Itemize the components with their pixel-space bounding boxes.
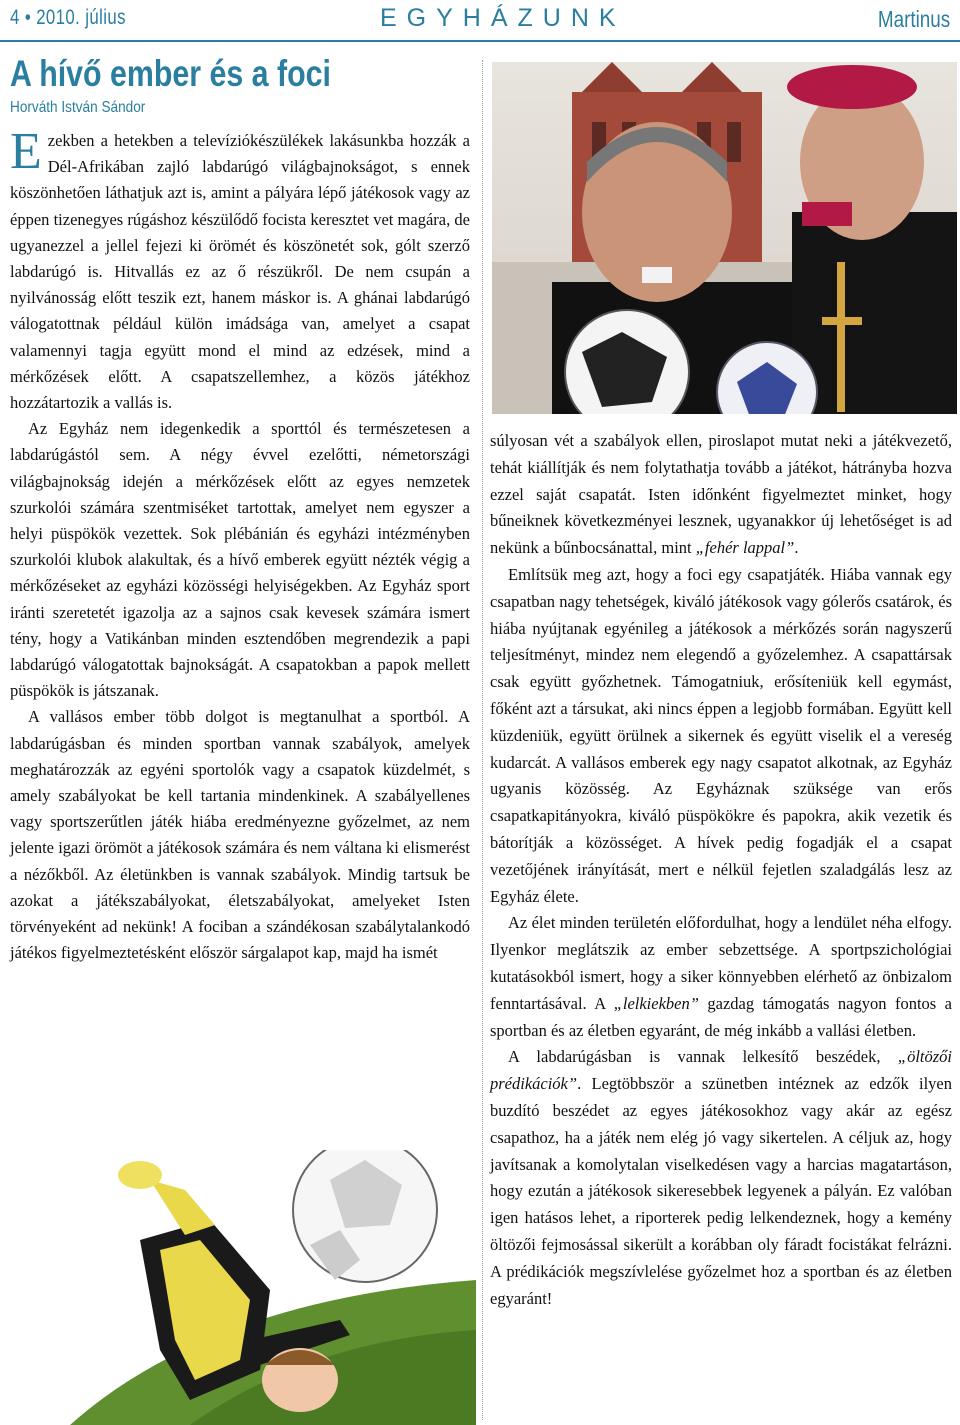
paragraph-text: A labdarúgásban is vannak lelkesítő beszédek, — [508, 1047, 898, 1067]
article-title: A hívő ember és a foci — [10, 53, 331, 94]
paragraph-text: Az élet minden területén előfordulhat, hogy a lendület néha elfogy. Ilyenkor meglátszik az ember sebzettsége. A sportpszichológiai kutatásokból ismert, hogy a siker könnyebben elérhető az önbizalom fenntartásával. A — [490, 913, 952, 1013]
paragraph-text: zekben a hetekben a televíziókészülékek lakásunkba hozzák a Dél-Afrikában zajló labdarúgó világbajnokságot, s ennek köszönhetően láthatjuk azt is, amint a pályára lépő játékosok vagy az éppen tizenegyes rúgáshoz készülődő focista keresztet vet magára, de ugyanezzel a jellel fejezi ki örömét és köszönetét sok, gólt szerző labdarúgó is. Hitvallás ez az ő részükről. De nem csupán a nyilvánosság előtt teszik ezt, hanem máskor is. A ghánai labdarúgó válogatottnak például külön imádsága van, amelyet a csapat valamennyi tagja együtt mond el mind az edzések, mind a mérkőzések előtt. A csapatszellemhez, a közös játékhoz hozzátartozik a vallás is. — [10, 131, 470, 413]
goalkeeper-photo — [10, 1150, 476, 1425]
paragraph — [490, 428, 952, 562]
drop-cap: E — [10, 123, 42, 180]
paragraph-text: súlyosan vét a szabályok ellen, piroslapot mutat neki a játékvezető, tehát kiállítják és nem folytathatja tovább a játékot, hátrányba hozva ezzel saját csapatát. Isten időnként figyelmeztet minket, hogy bűneiknek következményei lesznek, ugyanakkor új lehetőséget is ad nekünk a bűnbocsánattal, mint — [490, 431, 952, 558]
paragraph: Említsük meg azt, hogy a foci egy csapatjáték. Hiába vannak egy csapatban nagy tehetségek, kiváló játékosok vagy gólerős csatárok, és hiába nyújtanak egyénileg a játékosok a mérkőzés során nagyszerű teljesítményt, mindez nem elegendő a győzelemhez. A csapattársak csak együtt győzhetnek. Támogatniuk, erősíteniük kell egymást, főként azt a társukat, aki nincs éppen a legjobb formában. Együtt kell küzdeniük, együtt örülnek a sikernek és együtt viselik el a vereség kudarcát. A vallásos emberek egy nagy csapatot alkotnak, az Egyház ugyanis közösség. Az Egyháznak szüksége van erős csapatkapitányokra, kiváló püspökökre és papokra, akik vezetik és bátorítják a közösséget. A hívek pedig fogadják el a csapat vezetőjének irányítását, mert e nélkül fejetlen szaladgálás lesz az Egyház élete. — [490, 564, 952, 906]
paragraph — [490, 1044, 952, 1312]
section-title: EGYHÁZUNK — [380, 4, 626, 32]
paragraph-text: . — [794, 538, 799, 558]
paragraph-text: . Legtöbbször a szünetben intéznek az edzők ilyen buzdító beszédet az egyes játékosokhoz vagy akár az egész csapathoz, ha a játék nem elég jó vagy sikertelen. A céljuk az, hogy javítsanak a komolytalan viselkedésen vagy a harcias magatartáson, hogy ezután a játékosok sikeresebbek legyenek a pályán. Ez valóban igen hatásos lehet, a riporterek pedig lelkendeznek, hogy a kemény öltözői fejmosással sikerült a korábban oly fáradt focistákat felrázni. A prédikációk megszívlelése győzelmet hoz a sportban és az életben egyaránt! — [490, 1074, 952, 1308]
paragraph — [10, 123, 470, 416]
issue-date: 2010. július — [36, 6, 126, 29]
left-column — [10, 52, 470, 967]
page-info — [10, 6, 126, 30]
bullet: • — [24, 6, 32, 29]
paragraph: Az Egyház nem idegenkedik a sporttól és természetesen a labdarúgástól sem. A négy évvel ezelőtti, németországi világbajnokság idején a mérkőzések előtt az egyes nemzetek szurkolói számára szentmiséket tartottak, amelyet nem egyszer a helyi püspökök vezettek. Sok plébánián és egyházi intézményben szurkolói klubok alakultak, és a hívő emberek együtt nézték végig a mérkőzéseket az egyházi közösségi helyiségekben. Az Egyház sport iránti szeretetét igazolja az a sajnos csak kevesek számára ismert tény, hogy a Vatikánban minden esztendőben megrendezik a papi labdarúgó válogatottak bajnokságát. A csapatokban a papok mellett püspökök is játszanak. — [10, 419, 470, 701]
paragraph-text: gazdag támogatás nagyon fontos a sportban és az életben egyaránt, de még inkább a vallási életben. — [490, 993, 952, 1040]
article-body-left — [10, 123, 470, 967]
article-author: Horváth István Sándor — [10, 99, 146, 116]
paragraph — [490, 910, 952, 1044]
right-column — [490, 428, 952, 1312]
page-number: 4 — [10, 6, 20, 29]
emphasis: „lelkiekben” — [613, 993, 699, 1013]
emphasis: „fehér lappal” — [695, 538, 795, 558]
header-rule — [0, 40, 960, 42]
page-header — [0, 0, 960, 40]
emphasis: „öltözői prédikációk” — [490, 1047, 952, 1094]
clergy-photo — [492, 62, 957, 414]
column-divider — [482, 60, 483, 1420]
paragraph: A vallásos ember több dolgot is megtanulhat a sportból. A labdarúgásban és minden sportban vannak szabályok, amelyek meghatározzák az egyéni sportolók vagy a csapatok küzdelmét, s amely szabályokat be kell tartania mindenkinek. A szabályellenes vagy sportszerűtlen játék hiába eredményezne győzelmet, az nem jelente igazi örömöt a játékosok számára és nem váltana ki elismerést a nézőkből. Az életünkben is vannak szabályok. Mindig tartsuk be azokat a játékszabályokat, életszabályokat, amelyeket Isten törvényeként ad nekünk! A fociban a szándékosan szabálytalankodó játékos figyelmeztetésként először sárgalapot kap, majd ha ismét — [10, 707, 470, 963]
publication-name: Martinus — [877, 6, 950, 32]
